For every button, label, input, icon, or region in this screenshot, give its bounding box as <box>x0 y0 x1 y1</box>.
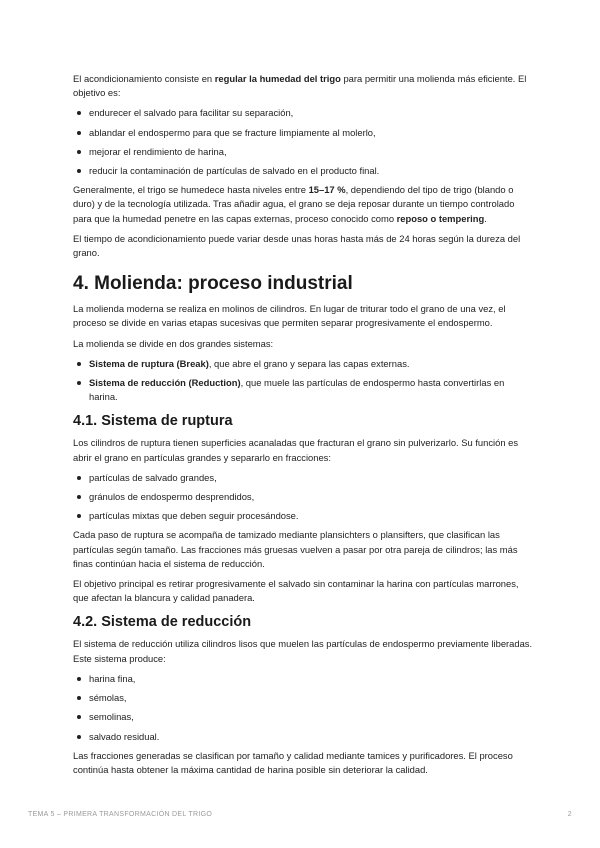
list-item: gránulos de endospermo desprendidos, <box>73 490 533 504</box>
text-span: , que abre el grano y separa las capas externas. <box>208 357 410 369</box>
text-span: El acondicionamiento consiste en <box>73 73 215 84</box>
intro-paragraph-3: El tiempo de acondicionamiento puede variar desde unas horas hasta más de 24 horas según la dureza del grano. <box>73 232 521 259</box>
text-span: , que muele las partículas de endospermo hasta convertirlas en harina. <box>89 377 505 403</box>
section-4-2-heading: 4.2. Sistema de reducción <box>73 614 252 631</box>
list-item: endurecer el salvado para facilitar su separación, <box>73 106 533 120</box>
text-span: . <box>484 212 487 224</box>
list-item: semolinas, <box>73 710 533 724</box>
list-item <box>73 357 533 371</box>
section-4-heading: 4. Molienda: proceso industrial <box>73 273 353 295</box>
list-item <box>73 376 533 404</box>
bold-text: 15–17 % <box>308 184 346 196</box>
section-4-2-paragraph-1: El sistema de reducción utiliza cilindros lisos que muelen las partículas de endospermo previamente liberadas. Este sistema produce: <box>73 638 533 664</box>
section-4-paragraph-2: La molienda se divide en dos grandes sistemas: <box>73 337 274 349</box>
bold-text: reposo o tempering <box>396 212 485 224</box>
list-item: mejorar el rendimiento de harina, <box>73 145 533 159</box>
page-footer <box>28 811 572 818</box>
section-4-paragraph-1: La molienda moderna se realiza en molinos de cilindros. En lugar de triturar todo el grano de una vez, el proceso se divide en varias etapas sucesivas que permiten separar progresivamente el endospermo. <box>73 303 506 329</box>
section-4-2-paragraph-2: Las fracciones generadas se clasifican por tamaño y calidad mediante tamices y purificadores. El proceso continúa hasta obtener la máxima cantidad de harina posible sin deteriorar la calidad. <box>73 749 513 775</box>
intro-paragraph-1 <box>73 72 533 100</box>
objectives-list <box>73 106 533 178</box>
page-content <box>73 72 533 783</box>
footer-title: TEMA 5 – PRIMERA TRANSFORMACIÓN DEL TRIGO <box>28 811 213 818</box>
text-span: para permitir una molienda más eficiente. El objetivo es: <box>73 73 527 99</box>
bold-text: regular la humedad del trigo <box>214 73 341 84</box>
section-4-1-paragraph-2: Cada paso de ruptura se acompaña de tamizado mediante plansichters o plansifters, que clasifican las partículas según tamaño. Las fracciones más gruesas vuelven a pasar por otra pareja de cilindros; las más finas continúan hacia el sistema de reducción. <box>73 529 518 569</box>
section-4-1-heading: 4.1. Sistema de ruptura <box>73 413 233 430</box>
list-item: partículas mixtas que deben seguir procesándose. <box>73 509 533 523</box>
list-item: partículas de salvado grandes, <box>73 471 533 485</box>
section-4-1-paragraph-1: Los cilindros de ruptura tienen superficies acanaladas que fracturan el grano sin pulverizarlo. Su función es abrir el grano en partículas grandes y separarlo en fracciones: <box>73 437 519 463</box>
fractions-list <box>73 471 533 524</box>
list-item: ablandar el endospermo para que se fracture limpiamente al molerlo, <box>73 126 533 140</box>
list-item: salvado residual. <box>73 730 533 744</box>
section-4-1-paragraph-3: El objetivo principal es retirar progresivamente el salvado sin contaminar la harina con partículas marrones, que afectan la blancura y calidad panadera. <box>73 578 519 604</box>
intro-paragraph-2 <box>73 183 533 226</box>
bold-text: Sistema de reducción (Reduction) <box>89 377 241 389</box>
list-item: reducir la contaminación de partículas de salvado en el producto final. <box>73 164 533 178</box>
products-list <box>73 672 533 744</box>
list-item: sémolas, <box>73 691 533 705</box>
list-item: harina fina, <box>73 672 533 686</box>
systems-list <box>73 357 533 405</box>
page-number: 2 <box>567 811 572 818</box>
text-span: , dependiendo del tipo de trigo (blando o duro) y de la tecnología utilizada. Tras añadir agua, el grano se deja reposar durante un tiempo controlado para que la humedad penetre en las capas externas, proceso conocido como <box>73 184 515 224</box>
text-span: Generalmente, el trigo se humedece hasta niveles entre <box>73 184 309 196</box>
bold-text: Sistema de ruptura (Break) <box>89 357 209 369</box>
